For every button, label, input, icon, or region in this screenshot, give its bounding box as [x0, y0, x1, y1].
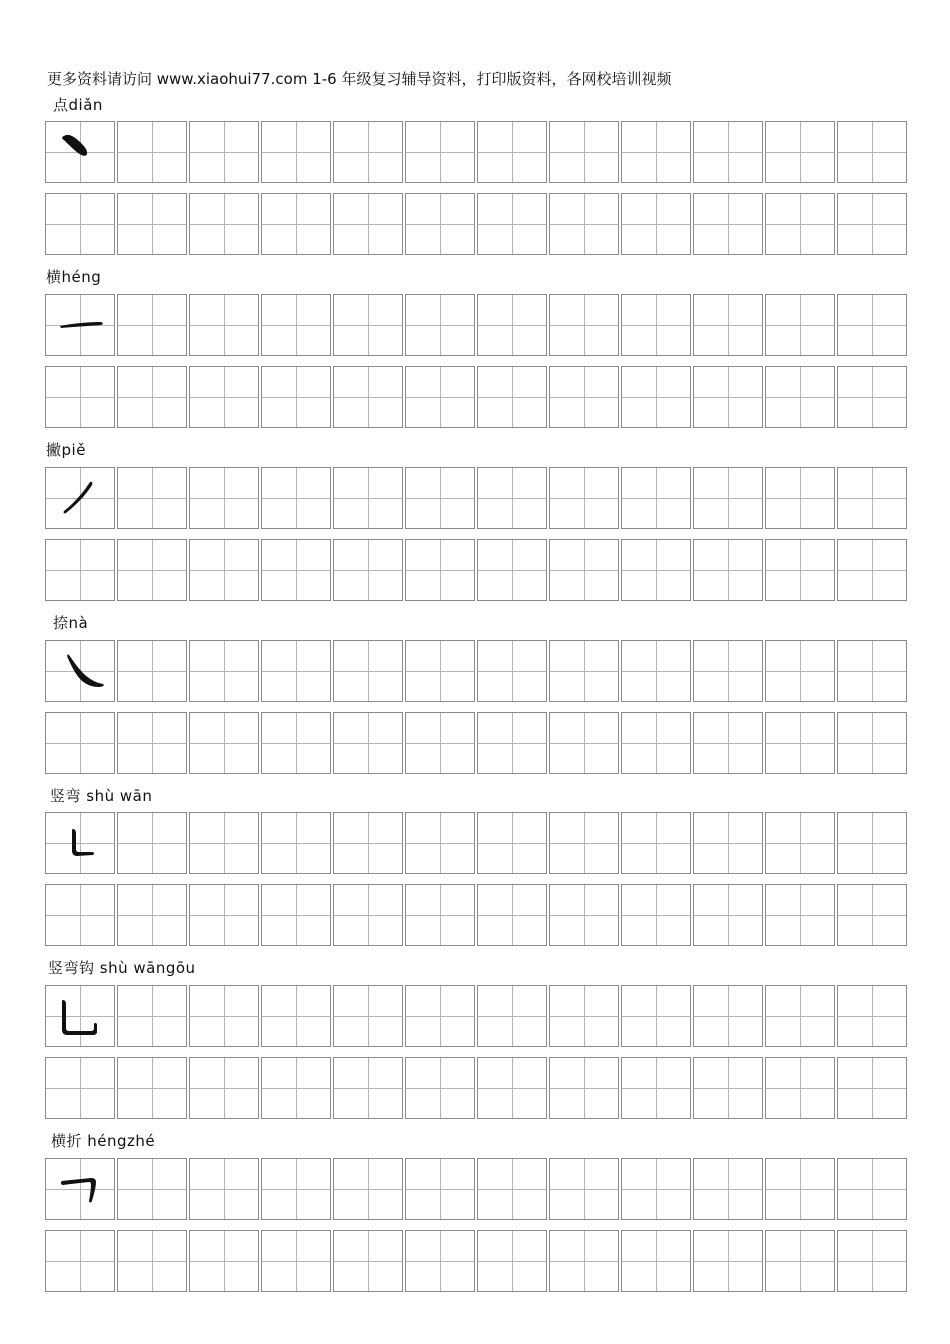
pie-stroke-icon — [46, 468, 114, 528]
shuwan-stroke-icon — [46, 813, 114, 873]
practice-cell[interactable] — [117, 1158, 187, 1220]
practice-cell[interactable] — [45, 539, 115, 601]
practice-cell[interactable] — [261, 121, 331, 183]
practice-cell[interactable] — [621, 985, 691, 1047]
practice-cell[interactable] — [765, 640, 835, 702]
practice-cell[interactable] — [405, 712, 475, 774]
practice-grid-row — [45, 366, 907, 428]
practice-cell[interactable] — [549, 539, 619, 601]
practice-cell[interactable] — [837, 366, 907, 428]
practice-cell[interactable] — [117, 884, 187, 946]
practice-cell[interactable] — [693, 1230, 763, 1292]
practice-cell[interactable] — [477, 294, 547, 356]
practice-cell[interactable] — [549, 467, 619, 529]
practice-cell[interactable] — [405, 294, 475, 356]
practice-cell[interactable] — [693, 812, 763, 874]
practice-cell[interactable] — [549, 193, 619, 255]
practice-cell[interactable] — [693, 884, 763, 946]
practice-cell[interactable] — [693, 985, 763, 1047]
practice-cell[interactable] — [333, 1230, 403, 1292]
practice-cell[interactable] — [189, 539, 259, 601]
practice-cell[interactable] — [405, 985, 475, 1047]
practice-cell[interactable] — [189, 1158, 259, 1220]
practice-cell[interactable] — [477, 712, 547, 774]
practice-cell[interactable] — [117, 1057, 187, 1119]
practice-cell[interactable] — [693, 640, 763, 702]
dian-stroke-icon — [46, 122, 114, 182]
practice-grid-row — [45, 712, 907, 774]
practice-cell[interactable] — [333, 712, 403, 774]
practice-cell[interactable] — [45, 366, 115, 428]
practice-cell[interactable] — [189, 467, 259, 529]
practice-cell[interactable] — [837, 539, 907, 601]
practice-cell[interactable] — [189, 1230, 259, 1292]
practice-cell[interactable] — [765, 985, 835, 1047]
practice-grid-row — [45, 640, 907, 702]
section-label: 捺nà — [53, 614, 89, 632]
practice-grid-row — [45, 193, 907, 255]
practice-cell[interactable] — [117, 294, 187, 356]
practice-cell[interactable] — [549, 294, 619, 356]
model-stroke-cell — [45, 121, 115, 183]
practice-cell[interactable] — [621, 121, 691, 183]
practice-cell[interactable] — [693, 712, 763, 774]
practice-cell[interactable] — [261, 884, 331, 946]
practice-cell[interactable] — [117, 539, 187, 601]
practice-cell[interactable] — [693, 1057, 763, 1119]
practice-cell[interactable] — [261, 1057, 331, 1119]
practice-cell[interactable] — [477, 1230, 547, 1292]
practice-grid-row — [45, 1057, 907, 1119]
practice-cell[interactable] — [549, 985, 619, 1047]
practice-cell[interactable] — [765, 366, 835, 428]
practice-cell[interactable] — [189, 812, 259, 874]
practice-cell[interactable] — [693, 1158, 763, 1220]
practice-cell[interactable] — [477, 1158, 547, 1220]
practice-cell[interactable] — [189, 884, 259, 946]
practice-cell[interactable] — [189, 1057, 259, 1119]
practice-cell[interactable] — [45, 884, 115, 946]
practice-cell[interactable] — [693, 193, 763, 255]
section-label: 点diǎn — [53, 96, 103, 114]
practice-cell[interactable] — [477, 812, 547, 874]
practice-cell[interactable] — [405, 366, 475, 428]
practice-cell[interactable] — [549, 812, 619, 874]
model-stroke-cell — [45, 467, 115, 529]
practice-grid-row — [45, 884, 907, 946]
practice-grid-row — [45, 1230, 907, 1292]
practice-cell[interactable] — [45, 1057, 115, 1119]
practice-cell[interactable] — [189, 193, 259, 255]
practice-cell[interactable] — [333, 1057, 403, 1119]
practice-cell[interactable] — [765, 467, 835, 529]
shuwangou-stroke-icon — [46, 986, 114, 1046]
practice-cell[interactable] — [405, 1057, 475, 1119]
practice-cell[interactable] — [621, 812, 691, 874]
practice-cell[interactable] — [405, 1230, 475, 1292]
practice-grid-row — [45, 539, 907, 601]
practice-cell[interactable] — [189, 985, 259, 1047]
practice-cell[interactable] — [333, 193, 403, 255]
practice-cell[interactable] — [765, 1158, 835, 1220]
practice-cell[interactable] — [405, 1158, 475, 1220]
practice-cell[interactable] — [693, 467, 763, 529]
practice-cell[interactable] — [261, 985, 331, 1047]
practice-cell[interactable] — [189, 640, 259, 702]
practice-grid-row — [45, 812, 907, 874]
section-label: 竖弯 shù wān — [50, 787, 153, 805]
practice-cell[interactable] — [477, 193, 547, 255]
practice-cell[interactable] — [837, 1230, 907, 1292]
practice-cell[interactable] — [549, 712, 619, 774]
na-stroke-icon — [46, 641, 114, 701]
practice-cell[interactable] — [765, 193, 835, 255]
practice-cell[interactable] — [837, 1158, 907, 1220]
practice-cell[interactable] — [333, 121, 403, 183]
practice-cell[interactable] — [117, 1230, 187, 1292]
practice-cell[interactable] — [405, 812, 475, 874]
practice-cell[interactable] — [477, 366, 547, 428]
practice-cell[interactable] — [261, 294, 331, 356]
practice-cell[interactable] — [621, 640, 691, 702]
practice-cell[interactable] — [477, 884, 547, 946]
practice-cell[interactable] — [189, 366, 259, 428]
practice-cell[interactable] — [765, 1230, 835, 1292]
practice-cell[interactable] — [693, 366, 763, 428]
section-label: 竖弯钩 shù wāngōu — [48, 959, 196, 977]
heng-stroke-icon — [46, 295, 114, 355]
practice-cell[interactable] — [405, 193, 475, 255]
practice-cell[interactable] — [765, 294, 835, 356]
practice-cell[interactable] — [477, 1057, 547, 1119]
practice-cell[interactable] — [621, 1230, 691, 1292]
practice-cell[interactable] — [261, 366, 331, 428]
practice-cell[interactable] — [117, 712, 187, 774]
practice-cell[interactable] — [45, 1230, 115, 1292]
practice-grid-row — [45, 294, 907, 356]
practice-grid-row — [45, 985, 907, 1047]
practice-cell[interactable] — [549, 366, 619, 428]
practice-cell[interactable] — [621, 366, 691, 428]
section-label: 横折 héngzhé — [51, 1132, 156, 1150]
practice-cell[interactable] — [117, 193, 187, 255]
practice-cell[interactable] — [333, 985, 403, 1047]
practice-cell[interactable] — [117, 985, 187, 1047]
practice-cell[interactable] — [477, 985, 547, 1047]
model-stroke-cell — [45, 812, 115, 874]
practice-cell[interactable] — [117, 121, 187, 183]
practice-cell[interactable] — [621, 884, 691, 946]
practice-cell[interactable] — [117, 640, 187, 702]
practice-grid-row — [45, 467, 907, 529]
section-label: 横héng — [46, 268, 102, 286]
practice-cell[interactable] — [765, 1057, 835, 1119]
practice-cell[interactable] — [333, 366, 403, 428]
practice-cell[interactable] — [549, 640, 619, 702]
section-label: 撇piě — [46, 441, 86, 459]
practice-cell[interactable] — [621, 294, 691, 356]
practice-cell[interactable] — [45, 193, 115, 255]
practice-cell[interactable] — [837, 121, 907, 183]
practice-cell[interactable] — [261, 193, 331, 255]
practice-grid-row — [45, 1158, 907, 1220]
practice-cell[interactable] — [117, 812, 187, 874]
practice-cell[interactable] — [621, 1057, 691, 1119]
practice-cell[interactable] — [405, 640, 475, 702]
practice-cell[interactable] — [189, 121, 259, 183]
practice-cell[interactable] — [117, 467, 187, 529]
practice-cell[interactable] — [261, 640, 331, 702]
practice-cell[interactable] — [837, 193, 907, 255]
practice-cell[interactable] — [837, 884, 907, 946]
practice-cell[interactable] — [477, 467, 547, 529]
practice-cell[interactable] — [189, 294, 259, 356]
practice-cell[interactable] — [261, 539, 331, 601]
model-stroke-cell — [45, 985, 115, 1047]
practice-cell[interactable] — [837, 712, 907, 774]
practice-cell[interactable] — [333, 884, 403, 946]
page-header: 更多资料请访问 www.xiaohui77.com 1-6 年级复习辅导资料，打印版资料，各网校培训视频 — [47, 70, 672, 88]
practice-cell[interactable] — [261, 712, 331, 774]
practice-cell[interactable] — [477, 121, 547, 183]
practice-cell[interactable] — [261, 467, 331, 529]
practice-cell[interactable] — [621, 712, 691, 774]
practice-cell[interactable] — [837, 640, 907, 702]
practice-cell[interactable] — [405, 121, 475, 183]
practice-cell[interactable] — [261, 1230, 331, 1292]
practice-cell[interactable] — [765, 121, 835, 183]
practice-cell[interactable] — [333, 294, 403, 356]
practice-cell[interactable] — [621, 193, 691, 255]
practice-cell[interactable] — [405, 884, 475, 946]
practice-cell[interactable] — [765, 812, 835, 874]
practice-cell[interactable] — [621, 539, 691, 601]
practice-cell[interactable] — [189, 712, 259, 774]
practice-grid-row — [45, 121, 907, 183]
practice-cell[interactable] — [549, 1230, 619, 1292]
practice-cell[interactable] — [549, 1158, 619, 1220]
practice-cell[interactable] — [765, 712, 835, 774]
practice-cell[interactable] — [45, 712, 115, 774]
practice-cell[interactable] — [261, 1158, 331, 1220]
practice-cell[interactable] — [405, 467, 475, 529]
practice-cell[interactable] — [261, 812, 331, 874]
hengzhe-stroke-icon — [46, 1159, 114, 1219]
practice-cell[interactable] — [837, 1057, 907, 1119]
model-stroke-cell — [45, 294, 115, 356]
practice-cell[interactable] — [837, 985, 907, 1047]
practice-cell[interactable] — [693, 121, 763, 183]
practice-cell[interactable] — [333, 539, 403, 601]
practice-cell[interactable] — [549, 121, 619, 183]
model-stroke-cell — [45, 1158, 115, 1220]
practice-cell[interactable] — [693, 539, 763, 601]
practice-cell[interactable] — [549, 884, 619, 946]
practice-cell[interactable] — [765, 539, 835, 601]
practice-cell[interactable] — [621, 1158, 691, 1220]
practice-cell[interactable] — [117, 366, 187, 428]
practice-cell[interactable] — [477, 640, 547, 702]
practice-cell[interactable] — [333, 467, 403, 529]
practice-cell[interactable] — [477, 539, 547, 601]
model-stroke-cell — [45, 640, 115, 702]
practice-cell[interactable] — [333, 1158, 403, 1220]
practice-cell[interactable] — [765, 884, 835, 946]
practice-cell[interactable] — [837, 812, 907, 874]
practice-cell[interactable] — [405, 539, 475, 601]
practice-cell[interactable] — [837, 294, 907, 356]
practice-cell[interactable] — [837, 467, 907, 529]
practice-cell[interactable] — [333, 640, 403, 702]
practice-cell[interactable] — [549, 1057, 619, 1119]
practice-cell[interactable] — [621, 467, 691, 529]
practice-cell[interactable] — [333, 812, 403, 874]
practice-cell[interactable] — [693, 294, 763, 356]
